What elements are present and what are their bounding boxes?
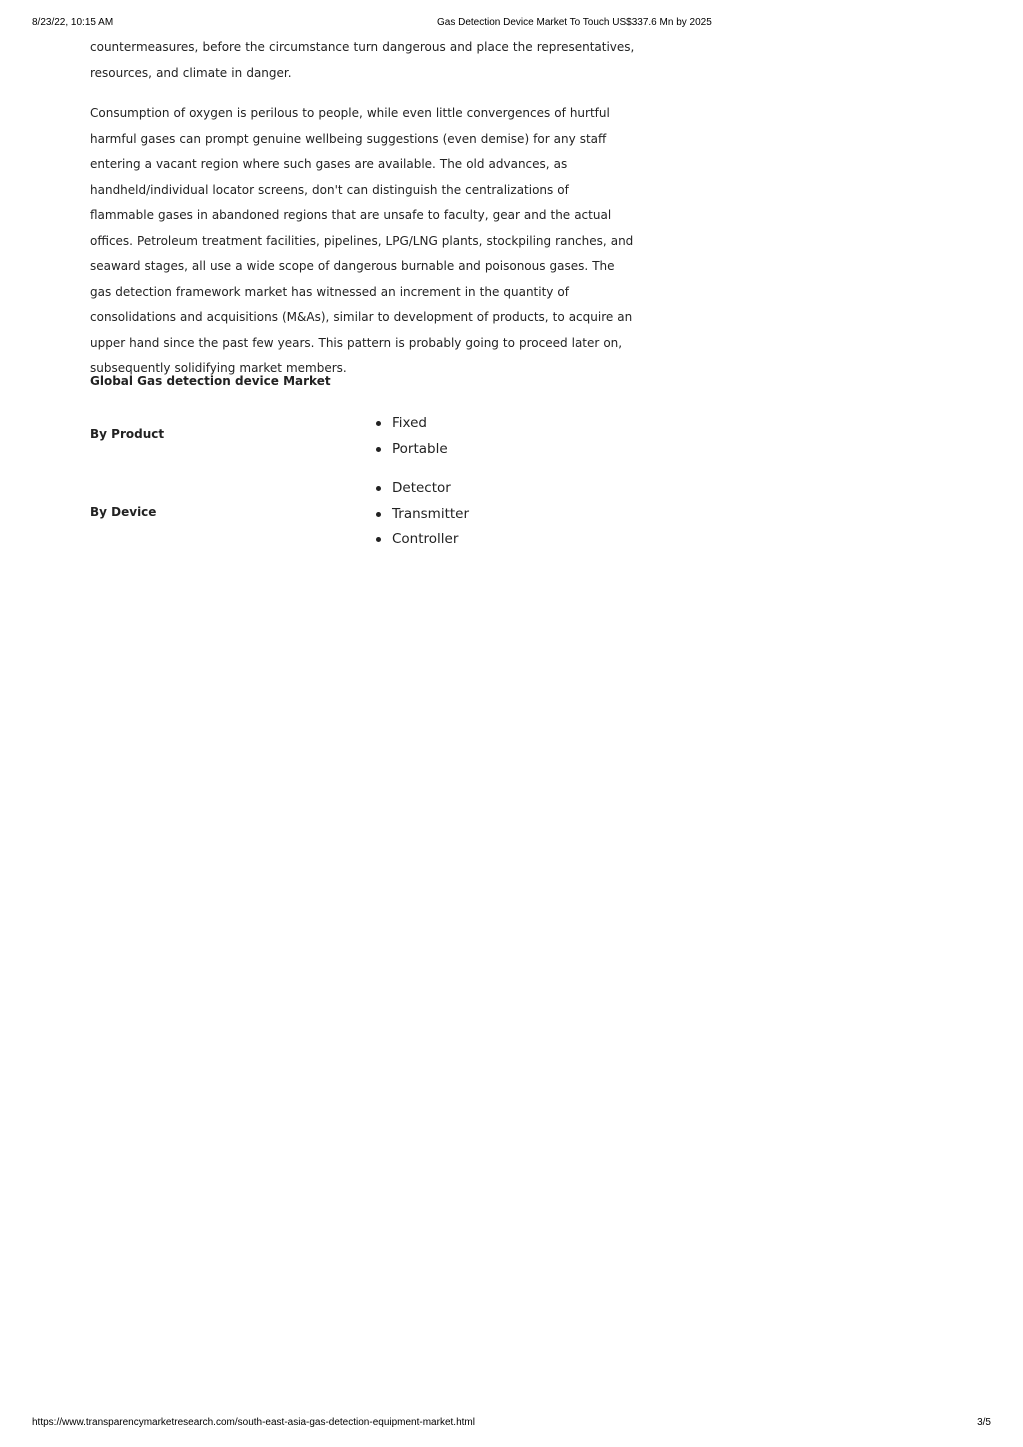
article-body (90, 35, 635, 382)
print-footer-page-number: 3/5 (977, 1417, 991, 1428)
segment-item (374, 476, 469, 502)
segment-item (374, 527, 469, 553)
bullet-icon (376, 537, 381, 542)
segment-item (374, 411, 448, 437)
segment-item-label: Portable (392, 440, 448, 457)
segment-label-by-product: By Product (90, 427, 165, 441)
segmentation-heading: Global Gas detection device Market (90, 374, 331, 388)
bullet-icon (376, 421, 381, 426)
segment-item-label: Controller (392, 531, 459, 547)
segment-item-label: Detector (392, 480, 451, 496)
segment-item (374, 437, 448, 463)
segment-item (374, 502, 469, 528)
segment-label-by-device: By Device (90, 505, 157, 519)
print-header-title: Gas Detection Device Market To Touch US$337.6 Mn by 2025 (437, 17, 712, 28)
article-paragraph: countermeasures, before the circumstance turn dangerous and place the representatives, resources, and climate in danger. (90, 40, 635, 80)
segment-item-label: Transmitter (392, 505, 470, 522)
print-footer-url: https://www.transparencymarketresearch.com/south-east-asia-gas-detection-equipment-market.html (32, 1417, 475, 1428)
segment-list-by-device (374, 476, 469, 553)
article-paragraph: Consumption of oxygen is perilous to people, while even little convergences of hurtful harmful gases can prompt genuine wellbeing suggestions (even demise) for any staff entering a vacant region where such gases are available. The old advances, as handheld/individual locator screens, don't can distinguish the centralizations of flammable gases in abandoned regions that are unsafe to faculty, gear and the actual offices. Petroleum treatment facilities, pipelines, LPG/LNG plants, stockpiling ranches, and seaward stages, all use a wide scope of dangerous burnable and poisonous gases. The gas detection framework market has witnessed an increment in the quantity of consolidations and acquisitions (M&As), similar to development of products, to acquire an upper hand since the past few years. This pattern is probably going to proceed later on, subsequently solidifying market members. (90, 106, 634, 375)
bullet-icon (376, 486, 381, 491)
print-header-datetime: 8/23/22, 10:15 AM (32, 17, 114, 28)
segment-item-label: Fixed (392, 415, 427, 431)
bullet-icon (376, 512, 381, 517)
segment-list-by-product (374, 411, 448, 462)
bullet-icon (376, 447, 381, 452)
